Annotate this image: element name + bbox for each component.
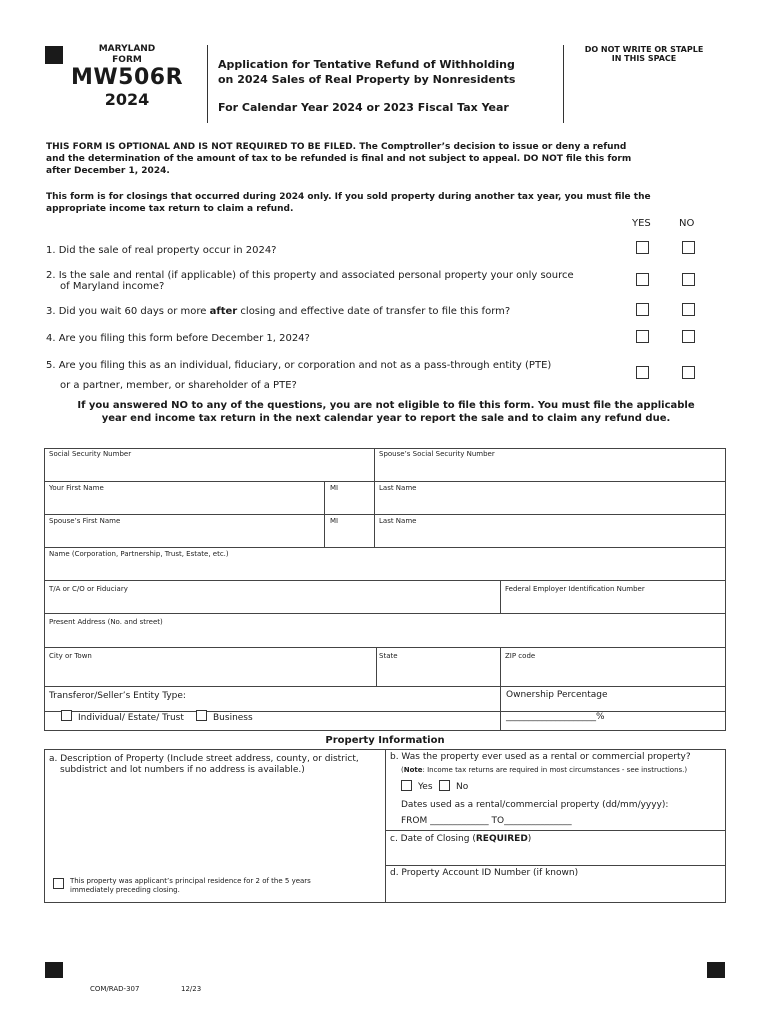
last-name-field[interactable] [374, 481, 726, 515]
account-id-field[interactable] [387, 880, 724, 900]
form-title-line1: Application for Tentative Refund of Withholding [218, 58, 515, 71]
entity-type-bottom-border [44, 730, 726, 731]
optional-notice [46, 141, 631, 177]
eligibility-warning-line1: If you answered NO to any of the questions, you are not eligible to file this form. You must file the applicable [77, 400, 695, 411]
q1-no-checkbox[interactable] [682, 241, 695, 254]
registration-mark-bottom-left [45, 962, 63, 978]
rental-yes-label: Yes [418, 782, 433, 792]
closing-date-field[interactable] [387, 846, 724, 864]
q5-yes-checkbox[interactable] [636, 366, 649, 379]
rental-dates-field[interactable]: FROM _____________ TO_______________ [401, 816, 572, 826]
revision-date: 12/23 [181, 985, 202, 993]
principal-residence-checkbox[interactable] [53, 878, 64, 889]
ownership-divider [500, 686, 501, 731]
spouse-first-name-label: Spouse’s First Name [49, 517, 121, 525]
closings-notice [46, 191, 651, 215]
closings-notice-line2: appropriate income tax return to claim a refund. [46, 204, 294, 214]
closing-date-top-border [385, 830, 726, 831]
q3-yes-checkbox[interactable] [636, 303, 649, 316]
property-info-heading: Property Information [325, 735, 445, 746]
question-5-line1: 5. Are you filing this as an individual, fiduciary, or corporation and not as a pass-through entity (PTE) [46, 360, 552, 371]
individual-estate-trust-label: Individual/ Estate/ Trust [78, 713, 184, 723]
closing-date-paren: ) [527, 834, 532, 844]
eligibility-warning [46, 399, 726, 425]
principal-residence-line2: immediately preceding closing. [70, 886, 180, 894]
spouse-mi-label: MI [330, 517, 339, 525]
property-info-divider [385, 749, 386, 903]
q5-no-checkbox[interactable] [682, 366, 695, 379]
ownership-label: Ownership Percentage [506, 690, 608, 700]
question-3 [46, 306, 510, 317]
spouse-last-name-label: Last Name [379, 517, 417, 525]
last-name-label: Last Name [379, 484, 417, 492]
form-number: MW506R [70, 65, 184, 90]
form-title-line2: on 2024 Sales of Real Property by Nonresidents [218, 73, 516, 86]
property-description-line2: subdistrict and lot numbers if no address is available.) [60, 765, 305, 775]
do-not-write-text: DO NOT WRITE OR STAPLE [584, 45, 704, 54]
question-5-line2: or a partner, member, or shareholder of a PTE? [60, 380, 297, 391]
business-checkbox[interactable] [196, 710, 207, 721]
principal-residence-line1: This property was applicant’s principal residence for 2 of the 5 years [70, 877, 311, 885]
account-id-top-border [385, 865, 726, 866]
form-subtitle: For Calendar Year 2024 or 2023 Fiscal Tax Year [218, 101, 509, 114]
rental-question: b. Was the property ever used as a rental or commercial property? [390, 752, 691, 762]
form-id-block [62, 44, 192, 109]
spouse-ssn-label: Spouse’s Social Security Number [379, 450, 495, 458]
optional-notice-line3: after December 1, 2024. [46, 166, 170, 176]
account-id-label: d. Property Account ID Number (if known) [390, 868, 579, 878]
rental-yes-checkbox[interactable] [401, 780, 412, 791]
rental-note-bold: Note [403, 766, 423, 774]
state-name: MARYLAND [98, 44, 156, 54]
rental-note-text: : Income tax returns are required in most circumstances - see instructions.) [422, 766, 688, 774]
entity-type-label: Transferor/Seller’s Entity Type: [49, 691, 186, 701]
in-this-space-text: IN THIS SPACE [611, 54, 677, 63]
q3-no-checkbox[interactable] [682, 303, 695, 316]
closings-notice-line1: This form is for closings that occurred during 2024 only. If you sold property during another tax year, you must file the [46, 192, 651, 202]
rental-no-label: No [456, 782, 469, 792]
question-1: 1. Did the sale of real property occur in 2024? [46, 245, 277, 256]
do-not-write-box [565, 45, 723, 63]
q2-no-checkbox[interactable] [682, 273, 695, 286]
question-3-text-a: 3. Did you wait 60 days or more [46, 306, 210, 317]
header-divider-left [207, 45, 208, 123]
question-2 [46, 270, 574, 292]
grid-right-border-lower [725, 686, 726, 731]
property-description-field[interactable] [46, 778, 382, 870]
rental-no-checkbox[interactable] [439, 780, 450, 791]
closing-date-label [390, 834, 531, 844]
yes-column-label: YES [632, 218, 651, 229]
mi-label: MI [330, 484, 339, 492]
optional-notice-line2: and the determination of the amount of tax to be refunded is final and not subject to appeal. DO NOT file this form [46, 154, 632, 164]
q2-yes-checkbox[interactable] [636, 273, 649, 286]
city-label: City or Town [49, 652, 92, 660]
form-code: COM/RAD-307 [90, 985, 140, 993]
form-year: 2024 [104, 90, 150, 109]
registration-mark-top-left [45, 46, 63, 64]
ownership-percentage-field[interactable]: ____________________% [506, 712, 605, 722]
form-word: FORM [112, 55, 142, 65]
individual-estate-trust-checkbox[interactable] [61, 710, 72, 721]
question-2-line1: 2. Is the sale and rental (if applicable) of this property and associated personal property your only source [46, 270, 574, 281]
optional-notice-line1: THIS FORM IS OPTIONAL AND IS NOT REQUIRED TO BE FILED. The Comptroller’s decision to issue or deny a refund [46, 142, 627, 152]
registration-mark-bottom-right [707, 962, 725, 978]
ta-co-label: T/A or C/O or Fiduciary [49, 585, 128, 593]
q4-no-checkbox[interactable] [682, 330, 695, 343]
fein-label: Federal Employer Identification Number [505, 585, 645, 593]
header-divider-right [563, 45, 564, 123]
city-field[interactable] [44, 647, 377, 687]
entity-name-label: Name (Corporation, Partnership, Trust, Estate, etc.) [49, 550, 229, 558]
zip-label: ZIP code [505, 652, 536, 660]
q1-yes-checkbox[interactable] [636, 241, 649, 254]
q4-yes-checkbox[interactable] [636, 330, 649, 343]
question-2-line2: of Maryland income? [60, 281, 165, 292]
rental-dates-label: Dates used as a rental/commercial property (dd/mm/yyyy): [401, 800, 669, 810]
no-column-label: NO [679, 218, 695, 229]
business-label: Business [213, 713, 253, 723]
grid-left-border-lower [44, 686, 45, 731]
spouse-last-name-field[interactable] [374, 514, 726, 548]
rental-note-paren: ( [401, 766, 404, 774]
state-label: State [379, 652, 398, 660]
question-4: 4. Are you filing this form before December 1, 2024? [46, 333, 310, 344]
eligibility-warning-line2: year end income tax return in the next calendar year to report the sale and to claim any refund due. [101, 413, 671, 424]
closing-date-text: c. Date of Closing ( [390, 834, 476, 844]
first-name-label: Your First Name [49, 484, 104, 492]
closing-date-required: REQUIRED [475, 834, 528, 844]
property-description-label [49, 754, 359, 776]
address-label: Present Address (No. and street) [49, 618, 163, 626]
property-description-line1: a. Description of Property (Include street address, county, or district, [49, 754, 359, 764]
question-3-after: after [209, 306, 238, 317]
ssn-label: Social Security Number [49, 450, 132, 458]
principal-residence-label [70, 877, 311, 895]
rental-note [401, 766, 687, 774]
question-3-text-c: closing and effective date of transfer to file this form? [237, 306, 511, 317]
